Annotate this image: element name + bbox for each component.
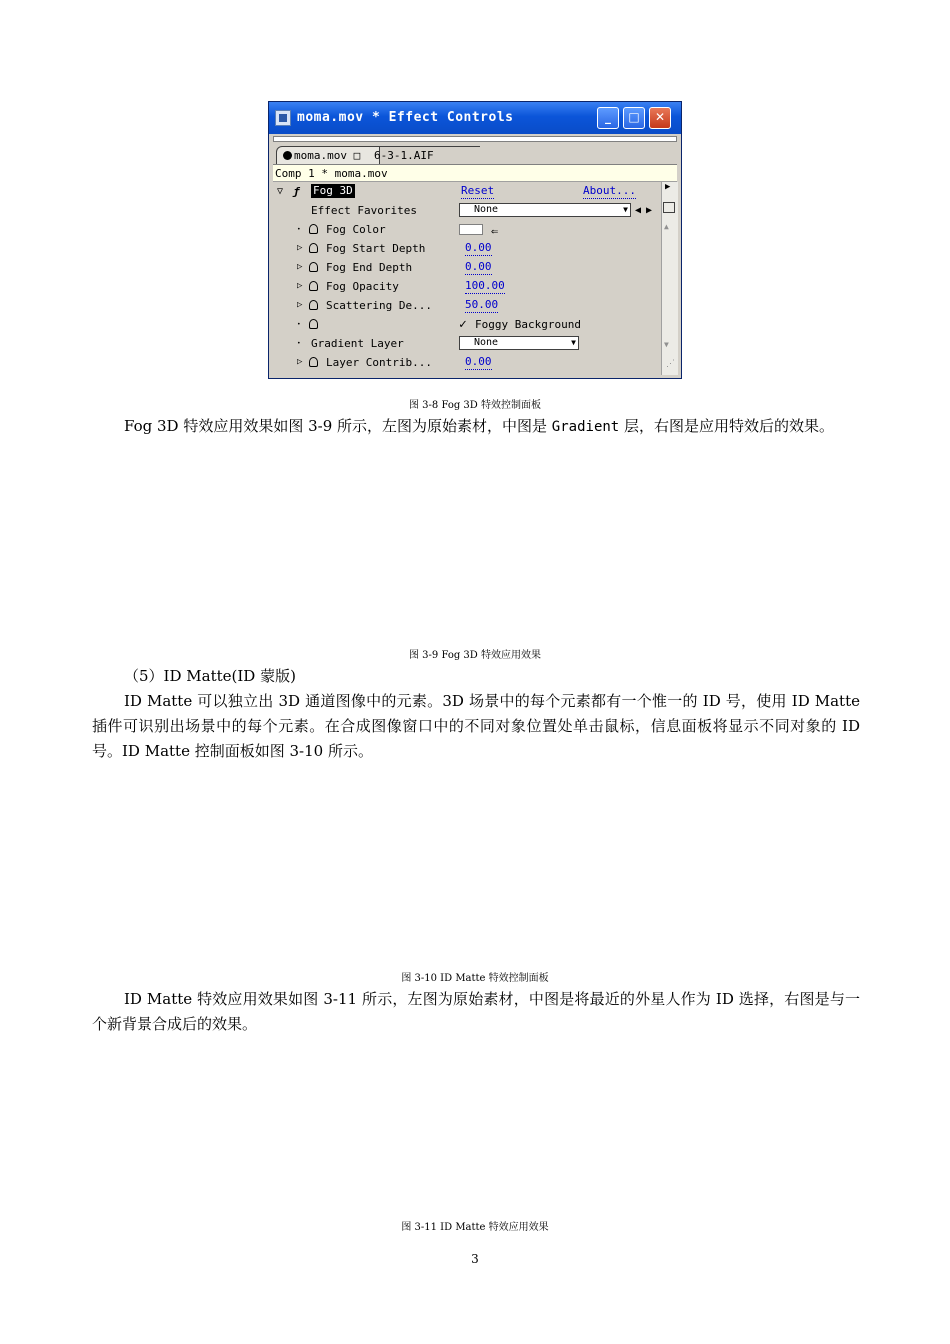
panel-menu-icon[interactable]: ▶ (665, 182, 671, 192)
stopwatch-icon[interactable] (309, 243, 318, 253)
panel-options-icon[interactable] (663, 202, 675, 213)
vertical-scrollbar[interactable] (661, 182, 678, 375)
param-value[interactable]: 100.00 (465, 279, 505, 292)
tab-moma-mov[interactable]: moma.mov □ (276, 146, 380, 164)
gradient-layer-dropdown[interactable]: None ▼ (459, 336, 579, 350)
param-value[interactable]: 50.00 (465, 298, 499, 311)
param-row (273, 296, 659, 315)
maximize-icon[interactable]: □ (623, 107, 645, 129)
figure-caption-3-11: 图 3-11 ID Matte 特效应用效果 (401, 1222, 549, 1233)
param-value[interactable]: 0.00 (465, 260, 492, 273)
fx-switch-icon[interactable]: ƒ (293, 185, 300, 198)
effect-rows (273, 182, 659, 375)
param-label: Scattering De... (326, 299, 432, 312)
param-label: Fog Color (326, 223, 386, 236)
param-label: Layer Contrib... (326, 356, 432, 369)
stopwatch-icon[interactable] (309, 224, 318, 234)
param-value[interactable]: 0.00 (465, 355, 492, 368)
resize-grip-icon[interactable]: ⋰ (666, 359, 675, 369)
expand-triangle-icon[interactable]: ▷ (297, 300, 303, 310)
section-heading-id-matte: （5）ID Matte(ID 蒙版) (124, 667, 296, 685)
expand-triangle-icon[interactable]: ▷ (297, 262, 303, 272)
effect-favorites-row (273, 201, 659, 220)
param-row (273, 258, 659, 277)
effect-controls-window (268, 101, 682, 379)
gradient-layer-row (273, 334, 659, 353)
fog-color-swatch[interactable] (459, 224, 483, 235)
stopwatch-icon[interactable] (309, 319, 318, 329)
param-value[interactable]: 0.00 (465, 241, 492, 254)
figure-caption-3-8: 图 3-8 Fog 3D 特效控制面板 (408, 400, 541, 411)
bullet-icon: • (297, 321, 301, 328)
comp-label: Comp 1 * moma.mov (273, 165, 677, 182)
param-row (273, 220, 659, 239)
paragraph-id-matte-intro: ID Matte 可以独立出 3D 通道图像中的元素。3D 场景中的每个元素都有一个惟一的 ID 号，使用 ID Matte 插件可识别出场景中的每个元素。在合成图像窗口中的不同对象位置处单击鼠标，信息面板将显示不同对象的 ID 号。ID Matte 控制面板如图 3-10 所示。 (92, 692, 860, 760)
param-label: Fog End Depth (326, 261, 413, 274)
stopwatch-icon[interactable] (309, 357, 318, 367)
checkbox-checked-icon[interactable]: ✓ (459, 317, 467, 332)
param-row (273, 239, 659, 258)
reset-link[interactable]: Reset (461, 184, 495, 197)
bullet-icon: • (297, 340, 301, 347)
code-gradient: Gradient (551, 419, 620, 435)
stopwatch-icon[interactable] (309, 300, 318, 310)
close-icon[interactable]: ✕ (649, 107, 671, 129)
favorites-dropdown[interactable]: None ▼ (459, 203, 631, 217)
tab-strip (273, 144, 677, 165)
gradient-layer-label: Gradient Layer (311, 337, 404, 350)
collapse-triangle-icon[interactable]: ▽ (277, 186, 284, 197)
paragraph-fog3d-result: Fog 3D 特效应用效果如图 3-9 所示，左图为原始素材，中图是 Gradient 层，右图是应用特效后的效果。 (124, 417, 835, 435)
foggy-background-row (273, 315, 659, 334)
window-title: moma.mov * Effect Controls (297, 110, 514, 125)
expand-triangle-icon[interactable]: ▷ (297, 357, 303, 367)
tab-menu-icon[interactable]: □ (353, 149, 361, 162)
dropdown-arrow-icon: ▼ (571, 338, 576, 347)
stopwatch-icon[interactable] (309, 281, 318, 291)
effect-name[interactable]: Fog 3D (313, 184, 353, 197)
tab-aif[interactable]: 6-3-1.AIF (368, 146, 480, 164)
eyedropper-icon[interactable]: ⇐ (491, 224, 499, 238)
stopwatch-icon[interactable] (309, 262, 318, 272)
bullet-icon: • (297, 226, 301, 233)
scroll-down-icon[interactable]: ▼ (664, 340, 669, 349)
param-label: Fog Start Depth (326, 242, 426, 255)
favorites-label: Effect Favorites (311, 204, 417, 217)
expand-triangle-icon[interactable]: ▷ (297, 243, 303, 253)
figure-caption-3-9: 图 3-9 Fog 3D 特效应用效果 (408, 650, 541, 661)
page-number: 3 (471, 1252, 479, 1266)
about-link[interactable]: About... (583, 184, 636, 197)
expand-triangle-icon[interactable]: ▷ (297, 281, 303, 291)
figure-caption-3-10: 图 3-10 ID Matte 特效控制面板 (401, 973, 549, 984)
foggy-background-label: Foggy Background (475, 318, 581, 331)
effect-header-row (273, 182, 659, 201)
scroll-up-icon[interactable]: ▲ (664, 222, 669, 231)
dropdown-arrow-icon: ▼ (623, 205, 628, 214)
window-menu-bar (273, 136, 677, 142)
param-row (273, 353, 659, 372)
app-icon (275, 110, 291, 126)
window-titlebar[interactable] (269, 102, 681, 134)
minimize-icon[interactable]: _ (597, 107, 619, 129)
next-favorite-icon[interactable]: ▶ (646, 205, 653, 216)
param-label: Fog Opacity (326, 280, 399, 293)
previous-favorite-icon[interactable]: ◀ (635, 205, 642, 216)
effect-icon (283, 151, 292, 160)
paragraph-id-matte-result: ID Matte 特效应用效果如图 3-11 所示，左图为原始素材，中图是将最近的外星人作为 ID 选择，右图是与一个新背景合成后的效果。 (92, 990, 860, 1033)
param-row (273, 277, 659, 296)
